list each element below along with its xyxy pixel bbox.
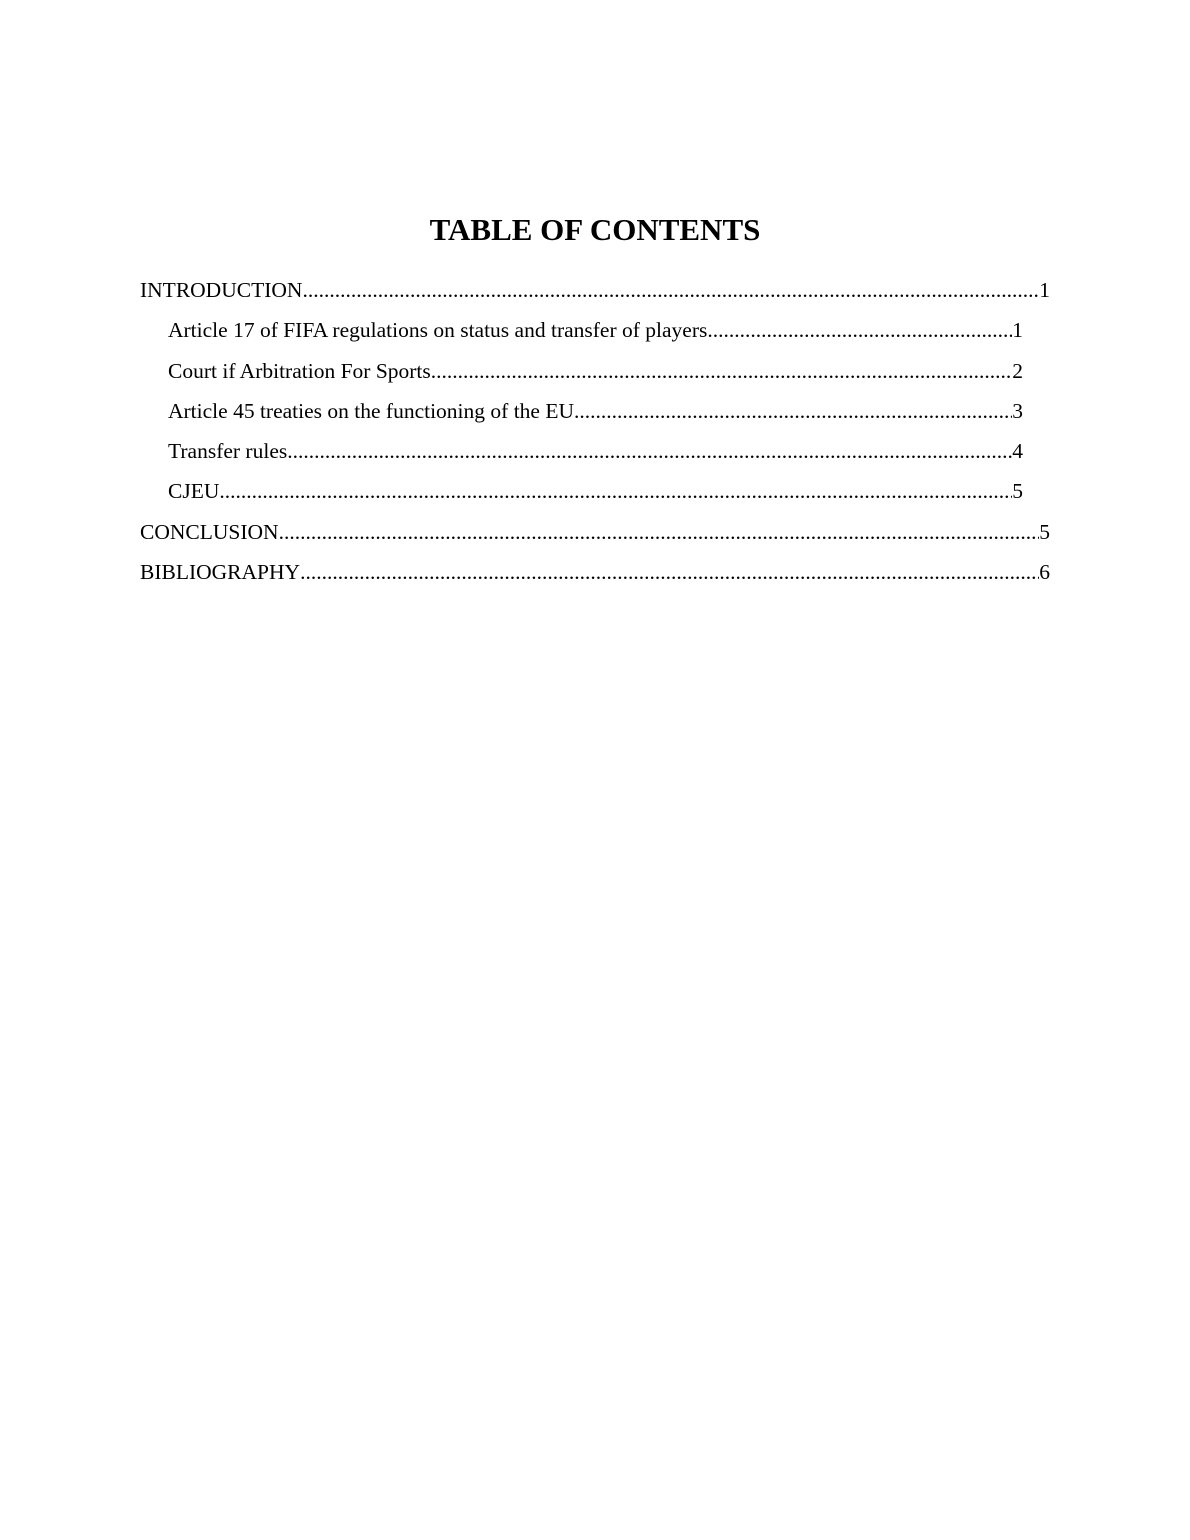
- toc-entry-article-17[interactable]: [0, 310, 1190, 350]
- toc-entry-page-number: 4: [1012, 439, 1023, 464]
- toc-entry-bibliography[interactable]: [0, 552, 1190, 592]
- toc-title: TABLE OF CONTENTS: [429, 212, 761, 247]
- toc-dot-leader: [431, 351, 1012, 391]
- toc-entry-label: Court if Arbitration For Sports: [168, 358, 431, 383]
- toc-entry-page-number: 1: [1039, 278, 1050, 302]
- toc-entry-label: Article 17 of FIFA regulations on status and transfer of players: [168, 318, 708, 343]
- toc-dot-leader: [219, 471, 1012, 511]
- toc-entry-conclusion[interactable]: [0, 512, 1190, 552]
- toc-entry-court-arbitration[interactable]: [0, 351, 1190, 391]
- toc-entry-label: Transfer rules: [168, 439, 288, 464]
- toc-dot-leader: [707, 310, 1012, 350]
- toc-entry-label: BIBLIOGRAPHY: [140, 560, 301, 585]
- toc-entry-transfer-rules[interactable]: [0, 431, 1190, 471]
- toc-entry-label: INTRODUCTION: [140, 278, 303, 302]
- toc-entry-label: Article 45 treaties on the functioning of the EU: [168, 398, 574, 423]
- toc-entry-label: CONCLUSION: [140, 519, 279, 544]
- toc-list: [0, 270, 1190, 592]
- toc-dot-leader: [302, 270, 1039, 310]
- toc-entry-label: CJEU: [168, 479, 220, 504]
- toc-entry-page-number: 3: [1012, 398, 1023, 423]
- toc-entry-cjeu[interactable]: [0, 471, 1190, 511]
- toc-entry-article-45[interactable]: [0, 391, 1190, 431]
- toc-entry-page-number: 6: [1039, 560, 1050, 585]
- toc-dot-leader: [287, 431, 1012, 471]
- toc-dot-leader: [279, 512, 1040, 552]
- toc-dot-leader: [574, 391, 1012, 431]
- toc-entry-page-number: 5: [1012, 479, 1023, 504]
- toc-dot-leader: [300, 552, 1039, 592]
- toc-entry-introduction[interactable]: [0, 270, 1190, 310]
- toc-entry-page-number: 2: [1012, 358, 1023, 383]
- toc-entry-page-number: 1: [1012, 318, 1023, 343]
- toc-entry-page-number: 5: [1039, 519, 1050, 544]
